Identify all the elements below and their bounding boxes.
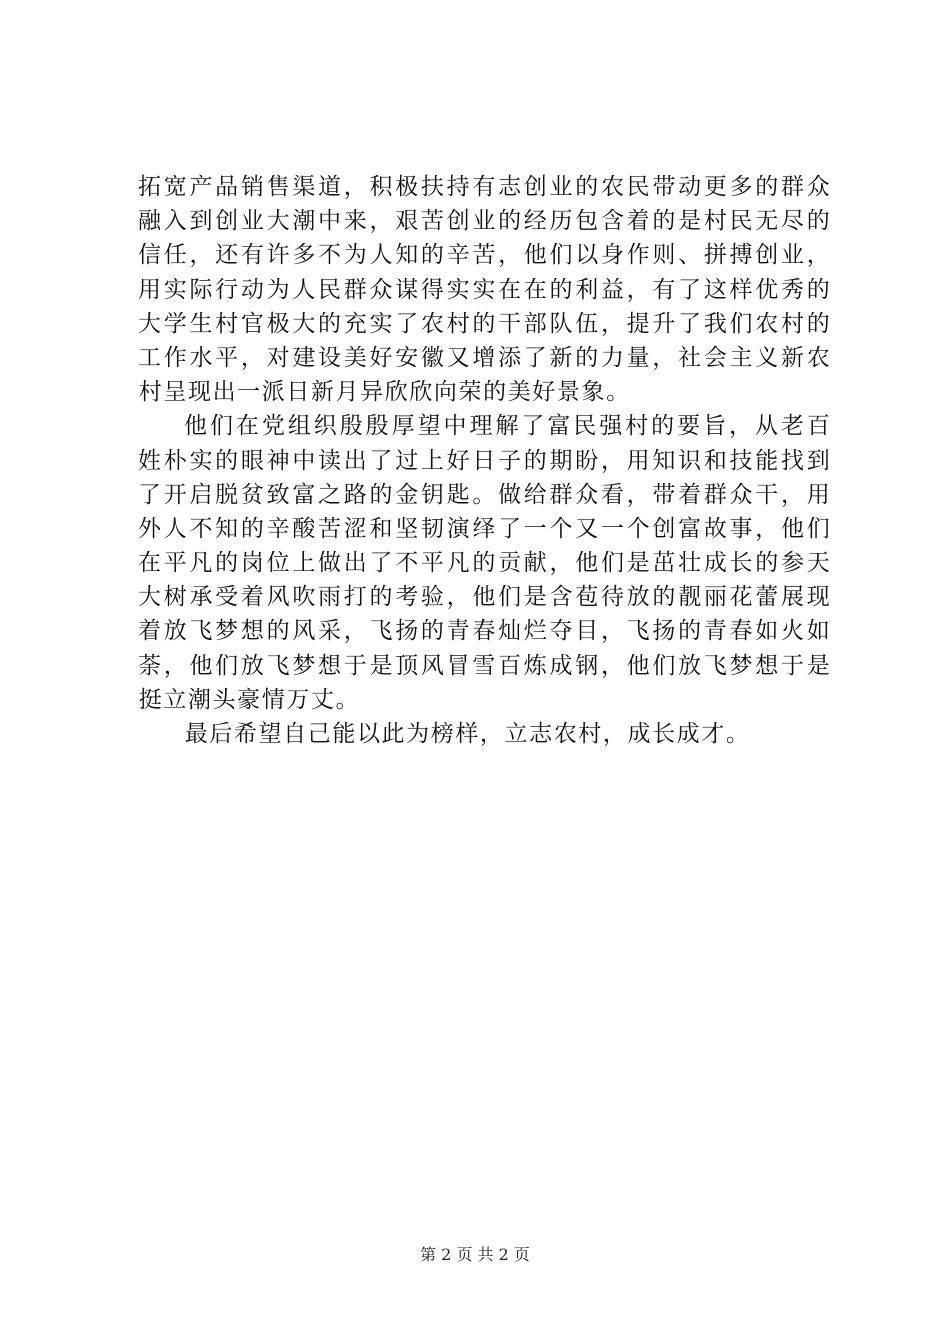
text-line: 用 实 际 行 动 为 人 民 群 众 谋 得 实 实 在 在 的 利 益 ， 有 了 这 样 优 秀 的 — [138, 276, 830, 303]
page-footer: 第 2 页 共 2 页 — [420, 1245, 530, 1264]
text-line: 挺 立 潮 头 豪 情 万 丈 。 — [138, 686, 359, 713]
text-line: 姓 朴 实 的 眼 神 中 读 出 了 过 上 好 日 子 的 期 盼 ， 用 知 识 和 技 能 找 到 — [138, 447, 830, 474]
text-line: 了 开 启 脱 贫 致 富 之 路 的 金 钥 匙 。 做 给 群 众 看 ， 带 着 群 众 干 ， 用 — [138, 481, 830, 508]
text-line: 大 树 承 受 着 风 吹 雨 打 的 考 验 ， 他 们 是 含 苞 待 放 的 靓 丽 花 蕾 展 现 — [138, 584, 830, 611]
text-line: 融 入 到 创 业 大 潮 中 来 ， 艰 苦 创 业 的 经 历 包 含 着 的 是 村 民 无 尽 的 — [138, 208, 830, 235]
text-line: 工 作 水 平 ， 对 建 设 美 好 安 徽 又 增 添 了 新 的 力 量 ， 社 会 主 义 新 农 — [138, 344, 830, 371]
text-line: 拓 宽 产 品 销 售 渠 道 ， 积 极 扶 持 有 志 创 业 的 农 民 带 动 更 多 的 群 众 — [138, 174, 830, 200]
document-body — [138, 170, 830, 751]
text-line: 在 平 凡 的 岗 位 上 做 出 了 不 平 凡 的 贡 献 ， 他 们 是 茁 壮 成 长 的 参 天 — [138, 550, 830, 577]
text-line: 外 人 不 知 的 辛 酸 苦 涩 和 坚 韧 演 绎 了 一 个 又 一 个 创 富 故 事 ， 他 们 — [138, 515, 830, 542]
text-line: 着 放 飞 梦 想 的 风 采 ， 飞 扬 的 青 春 灿 烂 夺 目 ， 飞 扬 的 青 春 如 火 如 — [138, 618, 830, 645]
text-line: 信 任 ， 还 有 许 多 不 为 人 知 的 辛 苦 ， 他 们 以 身 作 则 、 拼 搏 创 业 ， — [138, 242, 830, 269]
text-line: 荼 ， 他 们 放 飞 梦 想 于 是 顶 风 冒 雪 百 炼 成 钢 ， 他 们 放 飞 梦 想 于 是 — [138, 652, 830, 679]
text-line: 他 们 在 党 组 织 殷 殷 厚 望 中 理 解 了 富 民 强 村 的 要 旨 ， 从 老 百 — [184, 413, 830, 440]
text-line: 大 学 生 村 官 极 大 的 充 实 了 农 村 的 干 部 队 伍 ， 提 升 了 我 们 农 村 的 — [138, 310, 830, 337]
text-line: 村 呈 现 出 一 派 日 新 月 异 欣 欣 向 荣 的 美 好 景 象 。 — [138, 379, 630, 406]
text-line: 最 后 希 望 自 己 能 以 此 为 榜 样 ， 立 志 农 村 ， 成 长 成 才 。 — [184, 721, 749, 747]
